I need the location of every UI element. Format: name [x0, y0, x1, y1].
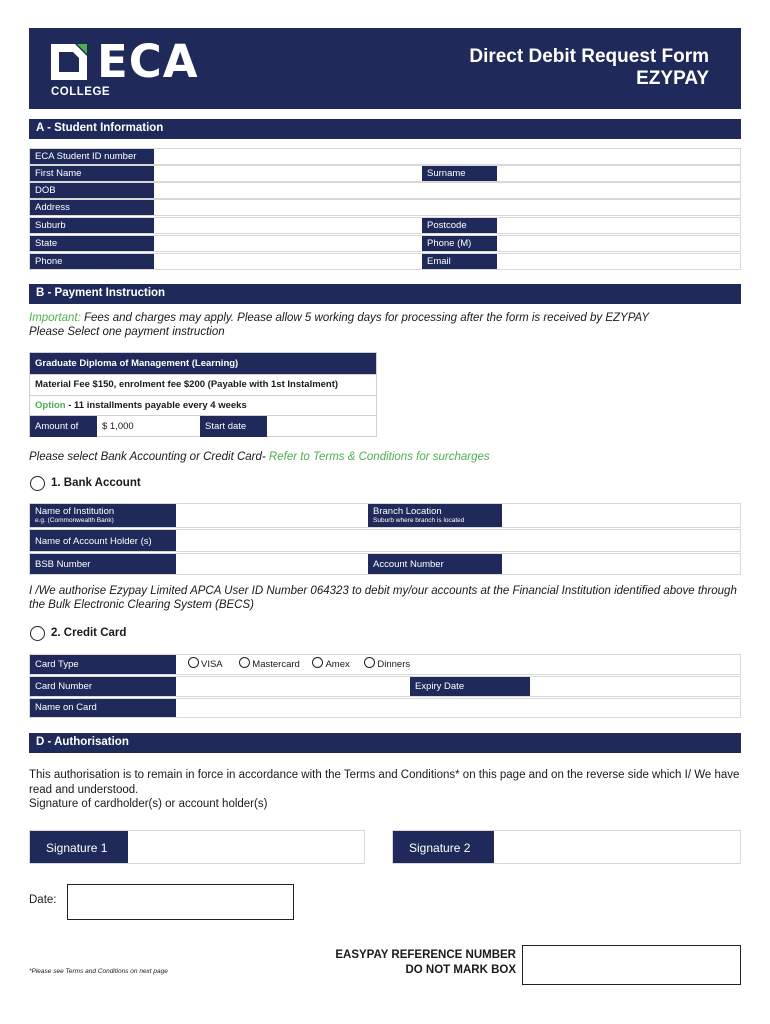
mastercard-radio-icon[interactable]	[239, 657, 250, 668]
bank-account-radio[interactable]	[30, 476, 45, 491]
important-label: Important:	[29, 312, 81, 324]
card-option-mastercard[interactable]	[239, 659, 300, 670]
name-row[interactable]	[29, 165, 741, 182]
signature-2-box[interactable]	[392, 830, 741, 864]
card-type-options	[188, 657, 410, 670]
institution-label-text: Name of Institution	[35, 506, 115, 517]
important-note	[29, 312, 741, 324]
reference-label	[300, 948, 516, 978]
card-option-visa[interactable]	[188, 659, 223, 670]
institution-label	[30, 504, 176, 527]
date-field[interactable]	[67, 884, 294, 920]
authorisation-text: This authorisation is to remain in force in accordance with the Terms and Conditions* on this page and on the reverse side which I/ We have read and understood.	[29, 769, 740, 796]
bank-account-title: 1. Bank Account	[51, 477, 141, 489]
logo-text: ECA	[97, 35, 199, 88]
signature-1-label: Signature 1	[30, 831, 128, 863]
card-number-row[interactable]	[29, 676, 741, 697]
fees-text: Material Fee $150, enrolment fee $200 (Payable with 1st Instalment)	[30, 375, 376, 396]
signature-instruction: Signature of cardholder(s) or account holder(s)	[29, 798, 268, 810]
dinners-radio-icon[interactable]	[364, 657, 375, 668]
suburb-label: Suburb	[30, 218, 154, 233]
amount-row	[30, 416, 376, 437]
credit-card-radio[interactable]	[30, 626, 45, 641]
eca-logo-icon	[51, 44, 87, 80]
visa-radio-icon[interactable]	[188, 657, 199, 668]
logo-subtitle: COLLEGE	[51, 86, 111, 98]
dob-label: DOB	[30, 183, 154, 198]
select-payment-text: Please Select one payment instruction	[29, 326, 225, 338]
holder-row[interactable]	[29, 529, 741, 552]
course-name: Graduate Diploma of Management (Learning)	[30, 353, 376, 375]
credit-card-title: 2. Credit Card	[51, 627, 127, 639]
form-header	[29, 28, 741, 109]
suburb-row[interactable]	[29, 217, 741, 234]
surname-label: Surname	[422, 166, 497, 181]
email-label: Email	[422, 254, 497, 269]
option-text	[30, 396, 376, 416]
authorise-text: I /We authorise Ezypay Limited APCA User ID Number 064323 to debit my/our accounts at the Financial Institution identified above through the Bulk Electronic Clearing System (BECS)	[29, 585, 737, 611]
institution-hint: e.g. (Commonwealth Bank)	[35, 517, 114, 524]
dob-row[interactable]	[29, 182, 741, 199]
student-id-row[interactable]	[29, 148, 741, 165]
phone-label: Phone	[30, 254, 154, 269]
card-type-row	[29, 654, 741, 675]
state-label: State	[30, 236, 154, 251]
holder-label: Name of Account Holder (s)	[30, 530, 176, 551]
section-b-title: B - Payment Instruction	[29, 284, 741, 304]
amount-value: $ 1,000	[102, 421, 134, 432]
mastercard-label: Mastercard	[252, 659, 300, 670]
reference-number-box	[522, 945, 741, 985]
amount-label: Amount of	[30, 416, 97, 437]
signature-2-label: Signature 2	[393, 831, 494, 863]
start-date-label: Start date	[200, 416, 267, 437]
address-label: Address	[30, 200, 154, 215]
branch-hint: Suburb where branch is located	[373, 517, 465, 524]
student-id-label: ECA Student ID number	[30, 149, 154, 164]
important-text: Fees and charges may apply. Please allow 5 working days for processing after the form is received by EZYPAY	[80, 312, 650, 324]
amex-radio-icon[interactable]	[312, 657, 323, 668]
postcode-label: Postcode	[422, 218, 497, 233]
card-option-amex[interactable]	[312, 659, 349, 670]
state-row[interactable]	[29, 235, 741, 252]
payment-table	[29, 352, 377, 437]
phone-m-label: Phone (M)	[422, 236, 497, 251]
form-title	[469, 46, 709, 90]
select-bank-text	[29, 451, 490, 463]
phone-row[interactable]	[29, 253, 741, 270]
refer-terms-text: Refer to Terms & Conditions for surcharges	[268, 451, 490, 463]
card-type-label: Card Type	[30, 655, 176, 674]
select-bank-label: Please select Bank Accounting or Credit Card-	[29, 451, 269, 463]
amex-label: Amex	[325, 659, 350, 670]
card-number-label: Card Number	[30, 677, 176, 696]
visa-label: VISA	[201, 659, 223, 670]
section-a-title: A - Student Information	[29, 119, 741, 139]
terms-footnote: *Please see Terms and Conditions on next page	[29, 968, 168, 975]
reference-label-line2: DO NOT MARK BOX	[405, 964, 516, 976]
branch-label	[368, 504, 502, 527]
signature-1-box[interactable]	[29, 830, 365, 864]
institution-row[interactable]	[29, 503, 741, 528]
name-on-card-row[interactable]	[29, 698, 741, 718]
reference-label-line1: EASYPAY REFERENCE NUMBER	[335, 949, 516, 961]
form-title-line1: Direct Debit Request Form	[469, 46, 709, 67]
name-on-card-label: Name on Card	[30, 699, 176, 717]
option-label: Option	[35, 400, 66, 411]
branch-label-text: Branch Location	[373, 506, 442, 517]
account-number-label: Account Number	[368, 554, 502, 574]
date-label: Date:	[29, 894, 57, 906]
dinners-label: Dinners	[377, 659, 411, 670]
form-title-line2: EZYPAY	[636, 68, 709, 89]
card-option-dinners[interactable]	[364, 659, 410, 670]
bsb-row[interactable]	[29, 553, 741, 575]
bsb-label: BSB Number	[30, 554, 176, 574]
section-d-title: D - Authorisation	[29, 733, 741, 753]
first-name-label: First Name	[30, 166, 154, 181]
address-row[interactable]	[29, 199, 741, 216]
option-detail: - 11 installments payable every 4 weeks	[65, 400, 247, 411]
start-date-field[interactable]	[267, 416, 377, 437]
expiry-label: Expiry Date	[410, 677, 530, 696]
